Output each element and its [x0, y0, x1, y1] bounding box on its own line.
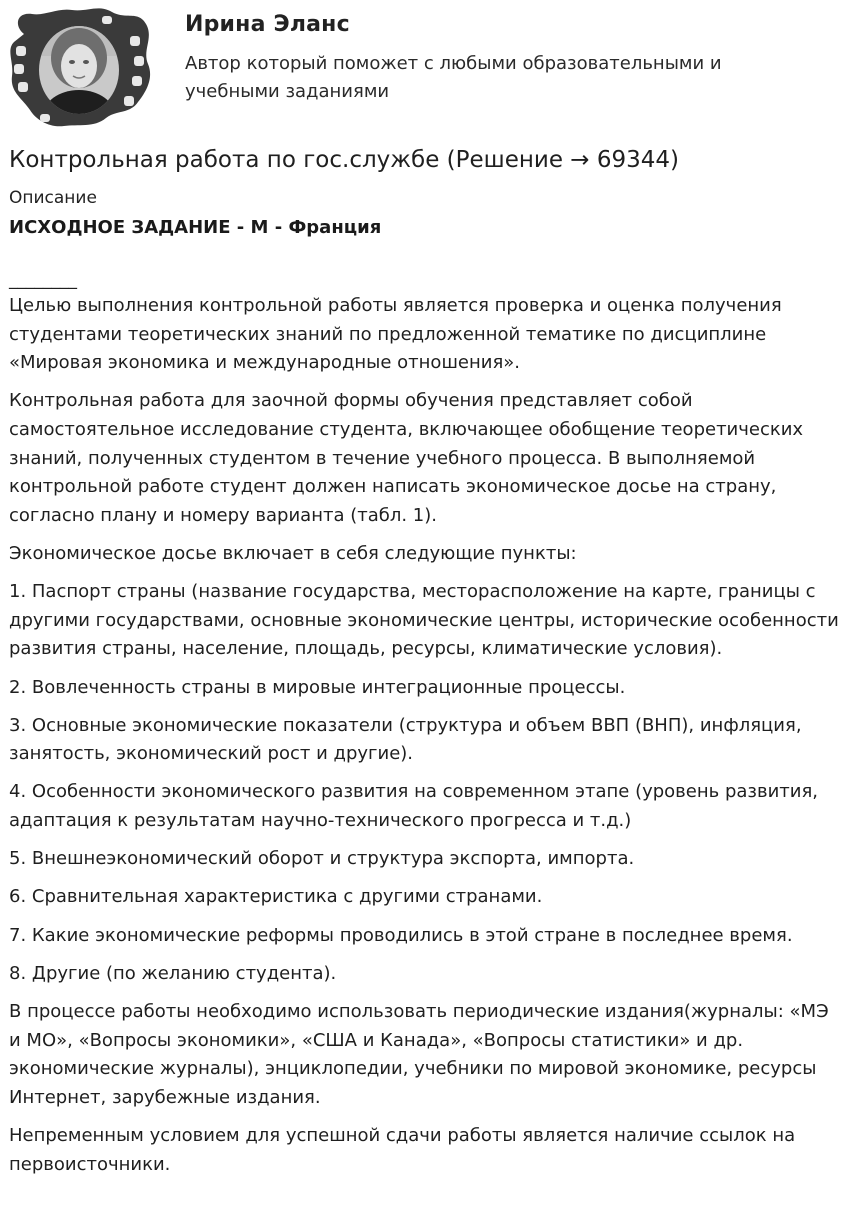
list-item: 5. Внешнеэкономический оборот и структура экспорта, импорта. [9, 848, 635, 870]
author-description: Автор который поможет с любыми образовательными и учебными заданиями [185, 53, 722, 102]
list-item: 7. Какие экономические реформы проводились в этой стране в последнее время. [9, 924, 793, 946]
list-item: 2. Вовлеченность страны в мировые интеграционные процессы. [9, 676, 626, 698]
task-description-body [9, 292, 844, 1189]
list-item: 4. Особенности экономического развития на современном этапе (уровень развития, адаптация к результатам научно-технического прогресса и т.д.) [9, 781, 819, 832]
list-item: 1. Паспорт страны (название государства, месторасположение на карте, границы с другими государствами, основные экономические центры, исторические особенности развития страны, население, площадь, ресурсы, климатические условия). [9, 581, 839, 660]
page-title: Контрольная работа по гос.службе (Решение → 69344) [9, 147, 680, 173]
description-label: Описание [9, 188, 97, 208]
author-name: Ирина Эланс [185, 12, 350, 37]
author-header [0, 0, 847, 130]
avatar [6, 6, 152, 128]
paragraph: Непременным условием для успешной сдачи работы является наличие ссылок на первоисточники. [9, 1124, 796, 1175]
text-divider: ________ [9, 270, 77, 290]
paragraph: Экономическое досье включает в себя следующие пункты: [9, 542, 577, 564]
author-photo-icon [6, 6, 152, 128]
list-item: 8. Другие (по желанию студента). [9, 962, 337, 984]
paragraph: Контрольная работа для заочной формы обучения представляет собой самостоятельное исследование студента, включающее обобщение теоретических знаний, полученных студентом в течение учебного процесса. В выполняемой контрольной работе студент должен написать экономическое досье на страну, согласно плану и номеру варианта (табл. 1). [9, 390, 804, 526]
list-item: 6. Сравнительная характеристика с другими странами. [9, 886, 543, 908]
task-heading: ИСХОДНОЕ ЗАДАНИЕ - М - Франция [9, 217, 382, 238]
list-item: 3. Основные экономические показатели (структура и объем ВВП (ВНП), инфляция, занятость, экономический рост и другие). [9, 714, 802, 765]
paragraph: Целью выполнения контрольной работы является проверка и оценка получения студентами теоретических знаний по предложенной тематике по дисциплине «Мировая экономика и международные отношения». [9, 295, 782, 374]
paragraph: В процессе работы необходимо использовать периодические издания(журналы: «МЭ и МО», «Вопросы экономики», «США и Канада», «Вопросы статистики» и др. экономические журналы), энциклопедии, учебники по мировой экономике, ресурсы Интернет, зарубежные издания. [9, 1001, 829, 1108]
